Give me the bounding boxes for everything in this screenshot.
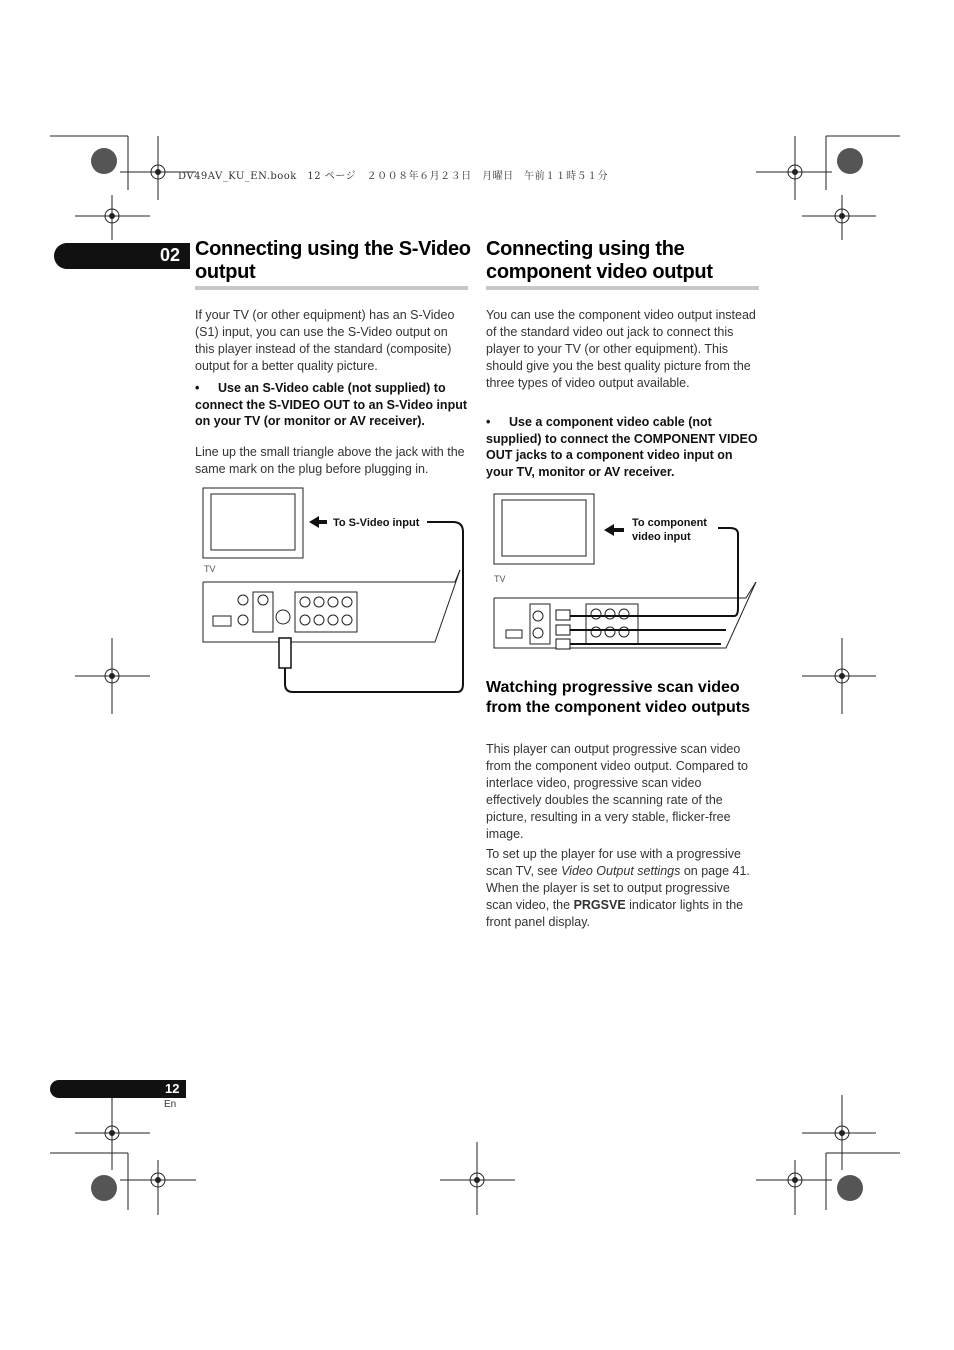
- bullet-mark: •: [195, 381, 200, 395]
- tv-label-right: TV: [494, 574, 506, 584]
- section-title-component: Connecting using the component video output: [486, 238, 713, 283]
- page-number: 12: [165, 1081, 180, 1096]
- component-connection-diagram: [486, 490, 766, 670]
- bullet-mark: •: [486, 415, 491, 429]
- component-bullet: [486, 414, 758, 480]
- para2-text-c: indicator lights in the front panel display.: [486, 898, 744, 929]
- book-header-line: DV49AV_KU_EN.book 12 ページ ２００８年６月２３日 月曜日 午前１１時５１分: [178, 171, 609, 182]
- tv-label-left: TV: [204, 564, 216, 574]
- component-bullet-text: Use a component video cable (not supplied) to connect the COMPONENT VIDEO OUT jacks to a component video input on your TV, monitor or AV receiver.: [486, 415, 758, 479]
- svideo-intro: If your TV (or other equipment) has an S-Video (S1) input, you can use the S-Video output on this player instead of the standard (composite) output for a better quality picture.: [195, 308, 455, 373]
- prgsve-indicator-name: PRGSVE: [573, 898, 626, 912]
- section-rule: [195, 286, 468, 290]
- progressive-para2: [486, 846, 758, 931]
- component-callout-line2: video input: [632, 531, 691, 543]
- svideo-bullet-text: Use an S-Video cable (not supplied) to connect the S-VIDEO OUT to an S-Video input on your TV (or monitor or AV receiver).: [195, 381, 468, 428]
- para2-text-b: on page 41. When the player is set to output progressive scan video, the: [486, 864, 750, 912]
- page-language: En: [164, 1099, 177, 1110]
- component-intro: You can use the component video output instead of the standard video out jack to connect this player to your TV (or other equipment). This should give you the best quality picture from the three types of video output available.: [486, 308, 756, 390]
- section-title-svideo: Connecting using the S-Video output: [195, 238, 471, 283]
- para2-text-a: To set up the player for use with a progressive scan TV, see: [486, 847, 741, 878]
- component-callout-line1: To component: [632, 517, 707, 529]
- svideo-bullet: [195, 380, 470, 430]
- section-rule: [486, 286, 759, 290]
- component-callout: [632, 516, 707, 544]
- progressive-para1: This player can output progressive scan video from the component video output. Compared to interlace video, progressive scan video effectively doubles the scanning rate of the picture, resulting in a very stable, flicker-free image.: [486, 742, 748, 841]
- subsection-title-progressive: Watching progressive scan video from the component video outputs: [486, 679, 750, 716]
- chapter-number: 02: [160, 245, 181, 265]
- svideo-callout: To S-Video input: [333, 517, 420, 529]
- svideo-note: Line up the small triangle above the jack with the same mark on the plug before plugging in.: [195, 445, 465, 476]
- para2-link-video-output-settings: Video Output settings: [561, 864, 681, 878]
